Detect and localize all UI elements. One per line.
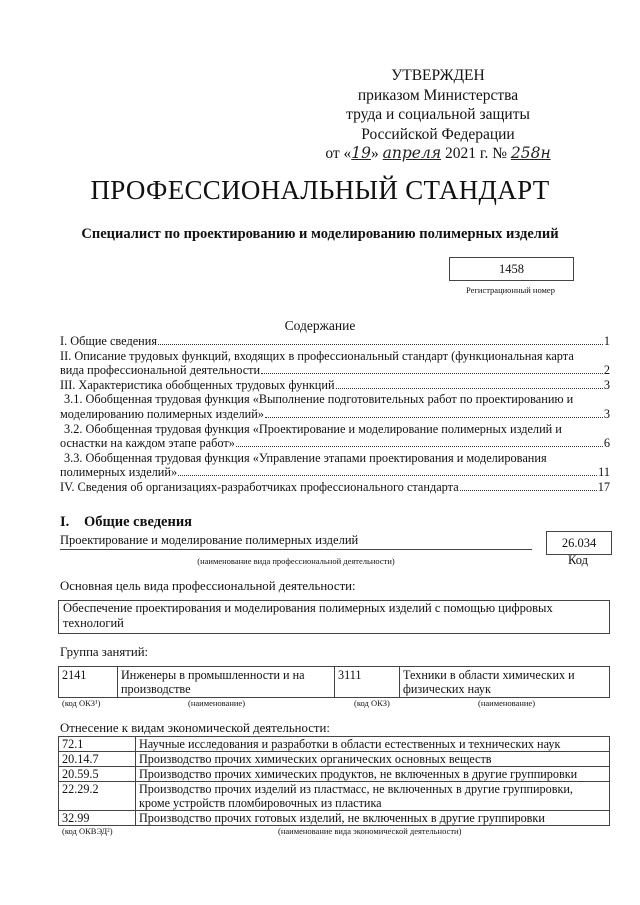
okved-code-cell: 72.1 bbox=[59, 737, 136, 752]
toc-leader bbox=[336, 388, 603, 389]
toc-entry-title-cont: моделированию полимерных изделий» bbox=[60, 406, 264, 421]
okved-code-cell: 32.99 bbox=[59, 811, 136, 826]
section-number: I. bbox=[60, 514, 70, 530]
caption-okz-name: (наименование) bbox=[478, 698, 536, 708]
okved-name-cell: Производство прочих изделий из пластмасс, не включенных в другие группировки, кроме устройств пломбировочных из пластика bbox=[136, 782, 610, 811]
toc-entry-page: 2 bbox=[603, 363, 610, 378]
toc-entry-title: I. Общие сведения bbox=[60, 334, 157, 348]
toc-entry-title: III. Характеристика обобщенных трудовых функций bbox=[60, 377, 335, 392]
toc-entry[interactable] bbox=[60, 451, 610, 480]
goal-label: Основная цель вида профессиональной деятельности: bbox=[60, 579, 356, 593]
document-title: ПРОФЕССИОНАЛЬНЫЙ СТАНДАРТ bbox=[90, 175, 550, 205]
toc-leader bbox=[261, 373, 603, 374]
table-row bbox=[59, 782, 610, 811]
date-sep2: 2021 г. № bbox=[441, 145, 511, 162]
economic-activities-table bbox=[58, 736, 610, 826]
okz-code-cell: 3111 bbox=[335, 667, 400, 698]
occupation-group-label: Группа занятий: bbox=[60, 645, 149, 659]
handwritten-month: апреля bbox=[382, 144, 442, 162]
occupation-groups-table bbox=[58, 666, 610, 698]
approval-order-line: приказом Министерства bbox=[357, 86, 519, 104]
table-row bbox=[59, 752, 610, 767]
toc-entry[interactable] bbox=[60, 378, 610, 393]
toc-entry-title: II. Описание трудовых функций, входящих в профессиональный стандарт (функциональная карта bbox=[60, 348, 574, 363]
document-subtitle: Специалист по проектированию и моделированию полимерных изделий bbox=[81, 226, 559, 242]
okved-code-cell: 20.59.5 bbox=[59, 767, 136, 782]
registration-number-box: 1458 bbox=[449, 257, 574, 281]
table-row bbox=[59, 737, 610, 752]
approval-ministry-line: труда и социальной защиты bbox=[346, 106, 530, 123]
activity-code-box: 26.034 bbox=[546, 531, 612, 555]
toc-entry[interactable] bbox=[60, 392, 610, 421]
okved-code-cell: 20.14.7 bbox=[59, 752, 136, 767]
okved-name-cell: Научные исследования и разработки в области естественных и технических наук bbox=[136, 737, 610, 752]
toc-entry-title: 3.3. Обобщенная трудовая функция «Управление этапами проектирования и моделирования bbox=[64, 450, 547, 465]
table-row bbox=[59, 767, 610, 782]
toc-entry-page: 17 bbox=[597, 479, 610, 494]
handwritten-order-number: 258н bbox=[510, 144, 551, 162]
toc-leader bbox=[158, 344, 603, 345]
goal-text-box: Обеспечение проектирования и моделирования полимерных изделий с помощью цифровых технологий bbox=[58, 600, 610, 634]
caption-okz-code: (код ОКЗ¹) bbox=[62, 698, 101, 708]
approval-block bbox=[308, 66, 568, 164]
toc-entry-page: 3 bbox=[603, 406, 610, 421]
okz-name-cell: Инженеры в промышленности и на производстве bbox=[118, 667, 335, 698]
toc-entry[interactable] bbox=[60, 334, 610, 349]
registration-number-label: Регистрационный номер bbox=[466, 285, 555, 295]
caption-okz-code: (код ОКЗ) bbox=[354, 698, 390, 708]
date-prefix: от « bbox=[325, 145, 352, 162]
code-label: Код bbox=[568, 553, 588, 567]
caption-okz-name: (наименование) bbox=[188, 698, 246, 708]
approval-date-line bbox=[308, 144, 568, 164]
approval-status: УТВЕРЖДЕН bbox=[391, 67, 485, 84]
okved-name-cell: Производство прочих химических продуктов, не включенных в другие группировки bbox=[136, 767, 610, 782]
okved-name-cell: Производство прочих готовых изделий, не включенных в другие группировки bbox=[136, 811, 610, 826]
approval-country-line: Российской Федерации bbox=[361, 125, 515, 143]
toc-entry-title-cont: полимерных изделий» bbox=[60, 465, 178, 480]
caption-okved-name: (наименование вида экономической деятельности) bbox=[278, 826, 462, 836]
toc-entry-page: 11 bbox=[598, 465, 610, 480]
economic-activity-label: Отнесение к видам экономической деятельности: bbox=[60, 721, 330, 735]
toc-leader bbox=[460, 490, 597, 491]
date-sep1: » bbox=[371, 145, 383, 162]
toc-entry[interactable] bbox=[60, 422, 610, 451]
handwritten-day: 19 bbox=[351, 144, 372, 162]
toc-entry-page: 1 bbox=[603, 334, 610, 348]
toc-entry-title-cont: вида профессиональной деятельности bbox=[60, 363, 261, 378]
toc-leader bbox=[178, 475, 597, 476]
toc-entry-title: 3.1. Обобщенная трудовая функция «Выполнение подготовительных работ по проектированию и bbox=[64, 392, 574, 407]
toc-entry[interactable] bbox=[60, 349, 610, 378]
okved-code-cell: 22.29.2 bbox=[59, 782, 136, 811]
table-of-contents bbox=[60, 334, 610, 495]
section-title: Общие сведения bbox=[84, 514, 193, 530]
toc-leader bbox=[236, 446, 603, 447]
activity-name-caption: (наименование вида профессиональной деятельности) bbox=[197, 556, 395, 566]
activity-name: Проектирование и моделирование полимерных изделий bbox=[60, 533, 532, 550]
okz-code-cell: 2141 bbox=[59, 667, 118, 698]
toc-entry-page: 3 bbox=[603, 377, 610, 392]
toc-entry-page: 6 bbox=[603, 436, 610, 451]
toc-entry-title: IV. Сведения об организациях-разработчиках профессионального стандарта bbox=[60, 479, 459, 494]
section-heading bbox=[60, 514, 192, 531]
table-row bbox=[59, 667, 610, 698]
table-row bbox=[59, 811, 610, 826]
toc-heading: Содержание bbox=[284, 318, 356, 333]
toc-entry-title-cont: оснастки на каждом этапе работ» bbox=[60, 436, 235, 451]
okz-name-cell: Техники в области химических и физических наук bbox=[400, 667, 610, 698]
okved-name-cell: Производство прочих химических органических основных веществ bbox=[136, 752, 610, 767]
toc-entry[interactable] bbox=[60, 480, 610, 495]
toc-entry-title: 3.2. Обобщенная трудовая функция «Проектирование и моделирование полимерных изделий и bbox=[64, 421, 562, 436]
caption-okved-code: (код ОКВЭД²) bbox=[62, 826, 113, 836]
toc-leader bbox=[265, 417, 603, 418]
